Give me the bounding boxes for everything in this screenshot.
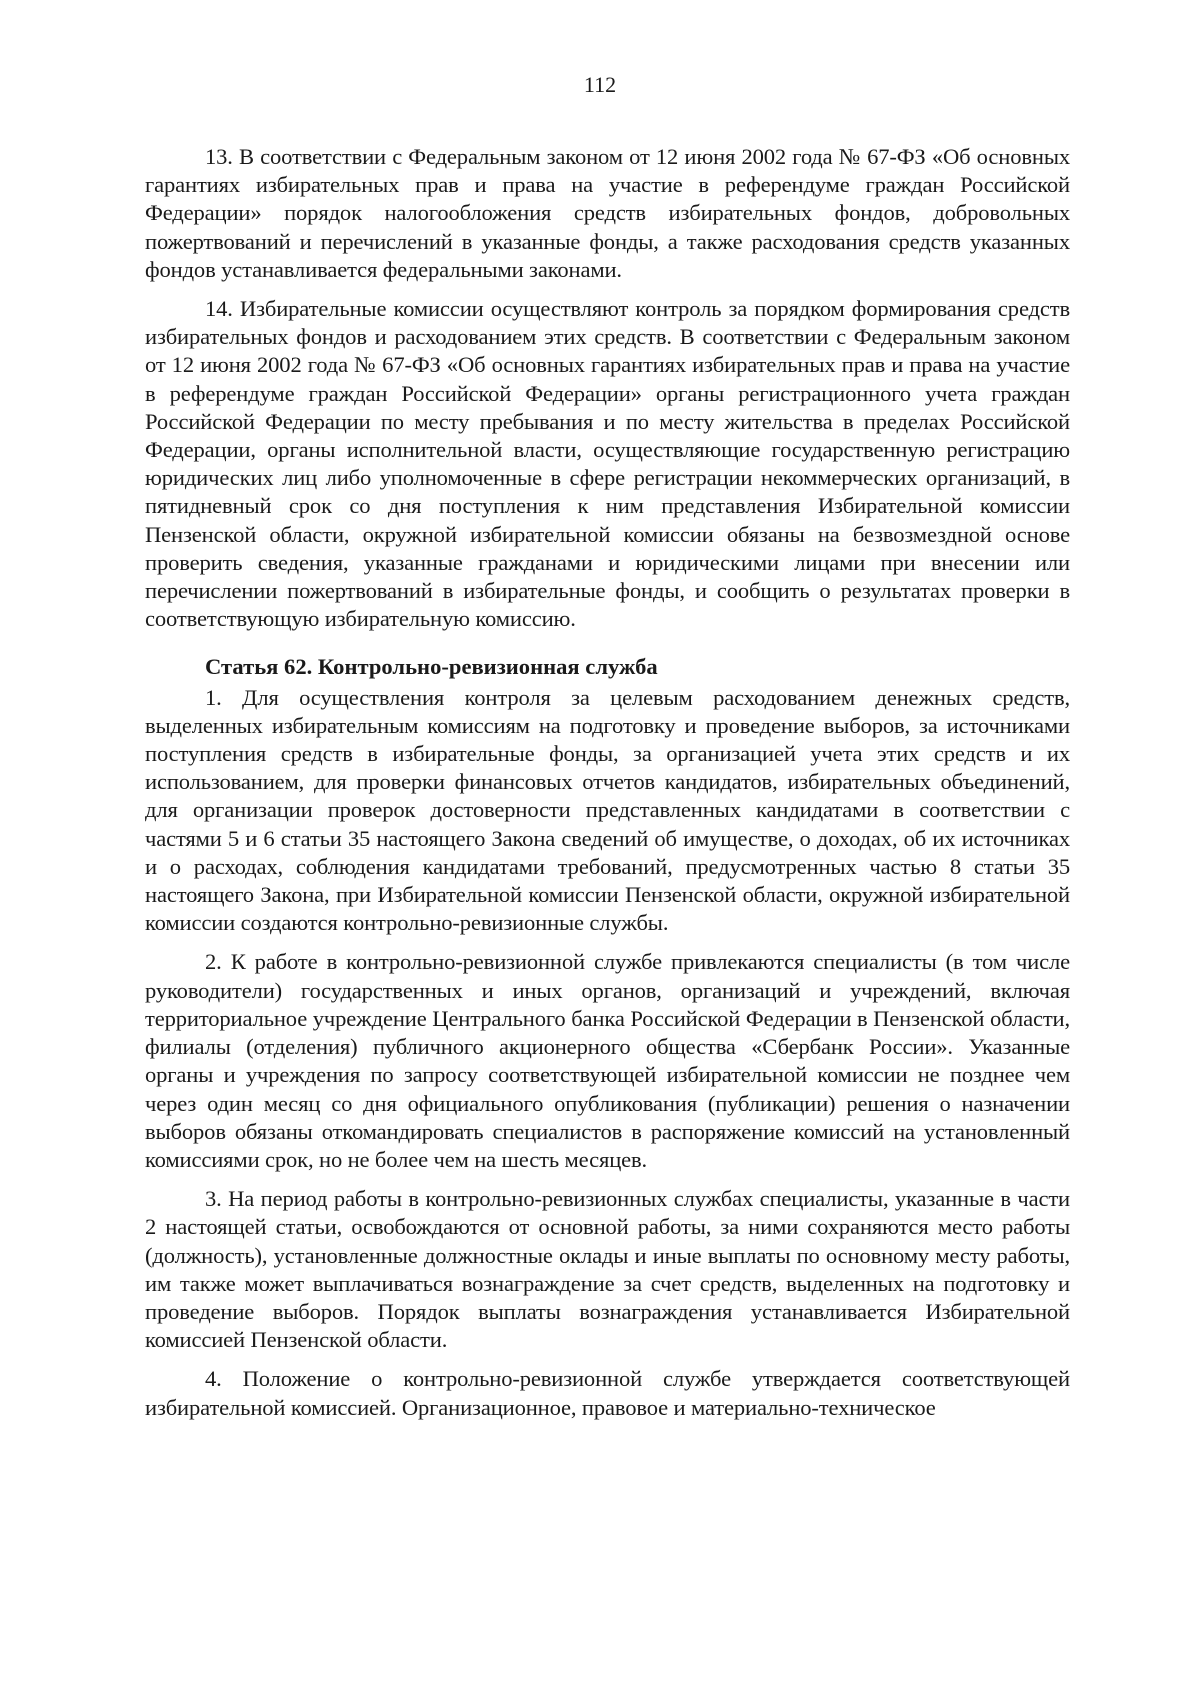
page-number: 112 bbox=[583, 72, 617, 97]
article-paragraph-4: 4. Положение о контрольно-ревизионной службе утверждается соответствующей избирательной комиссией. Организационное, правовое и материально-техническое bbox=[145, 1366, 1070, 1420]
article-paragraph-1: 1. Для осуществления контроля за целевым расходованием денежных средств, выделенных избирательным комиссиям на подготовку и проведение выборов, за источниками поступления средств в избирательные фонды, за организацией учета этих средств и их использованием, для проверки финансовых отчетов кандидатов, избирательных объединений, для организации проверок достоверности представленных кандидатами в соответствии с частями 5 и 6 статьи 35 настоящего Закона сведений об имуществе, о доходах, об их источниках и о расходах, соблюдения кандидатами требований, предусмотренных частью 8 статьи 35 настоящего Закона, при Избирательной комиссии Пензенской области, окружной избирательной комиссии создаются контрольно-ревизионные службы. bbox=[145, 684, 1070, 936]
article-paragraph-3: 3. На период работы в контрольно-ревизионных службах специалисты, указанные в части 2 настоящей статьи, освобождаются от основной работы, за ними сохраняются место работы (должность), установленные должностные оклады и иные выплаты по основному месту работы, им также может выплачиваться вознаграждение за счет средств, выделенных на подготовку и проведение выборов. Порядок выплаты вознаграждения устанавливается Избирательной комиссией Пензенской области. bbox=[145, 1186, 1070, 1353]
document-body bbox=[145, 143, 1070, 1433]
paragraph-13: 13. В соответствии с Федеральным законом от 12 июня 2002 года № 67-ФЗ «Об основных гарантиях избирательных прав и права на участие в референдуме граждан Российской Федерации» порядок налогообложения средств избирательных фондов, добровольных пожертвований и перечислений в указанные фонды, а также расходования средств указанных фондов устанавливается федеральными законами. bbox=[145, 144, 1070, 282]
paragraph-14: 14. Избирательные комиссии осуществляют контроль за порядком формирования средств избирательных фондов и расходованием этих средств. В соответствии с Федеральным законом от 12 июня 2002 года № 67-ФЗ «Об основных гарантиях избирательных прав и права на участие в референдуме граждан Российской Федерации» органы регистрационного учета граждан Российской Федерации по месту пребывания и по месту жительства в пределах Российской Федерации, органы исполнительной власти, осуществляющие государственную регистрацию юридических лиц либо уполномоченные в сфере регистрации некоммерческих организаций, в пятидневный срок со дня поступления к ним представления Избирательной комиссии Пензенской области, окружной избирательной комиссии обязаны на безвозмездной основе проверить сведения, указанные гражданами и юридическими лицами при внесении или перечислении пожертвований в избирательные фонды, и сообщить о результатах проверки в соответствующую избирательную комиссию. bbox=[145, 296, 1070, 632]
article-paragraph-2: 2. К работе в контрольно-ревизионной службе привлекаются специалисты (в том числе руководители) государственных и иных органов, организаций и учреждений, включая территориальное учреждение Центрального банка Российской Федерации в Пензенской области, филиалы (отделения) публичного акционерного общества «Сбербанк России». Указанные органы и учреждения по запросу соответствующей избирательной комиссии не позднее чем через один месяц со дня официального опубликования (публикации) решения о назначении выборов обязаны откомандировать специалистов в распоряжение комиссий на установленный комиссиями срок, но не более чем на шесть месяцев. bbox=[145, 949, 1070, 1172]
article-heading: Статья 62. Контрольно-ревизионная служба bbox=[205, 654, 658, 680]
